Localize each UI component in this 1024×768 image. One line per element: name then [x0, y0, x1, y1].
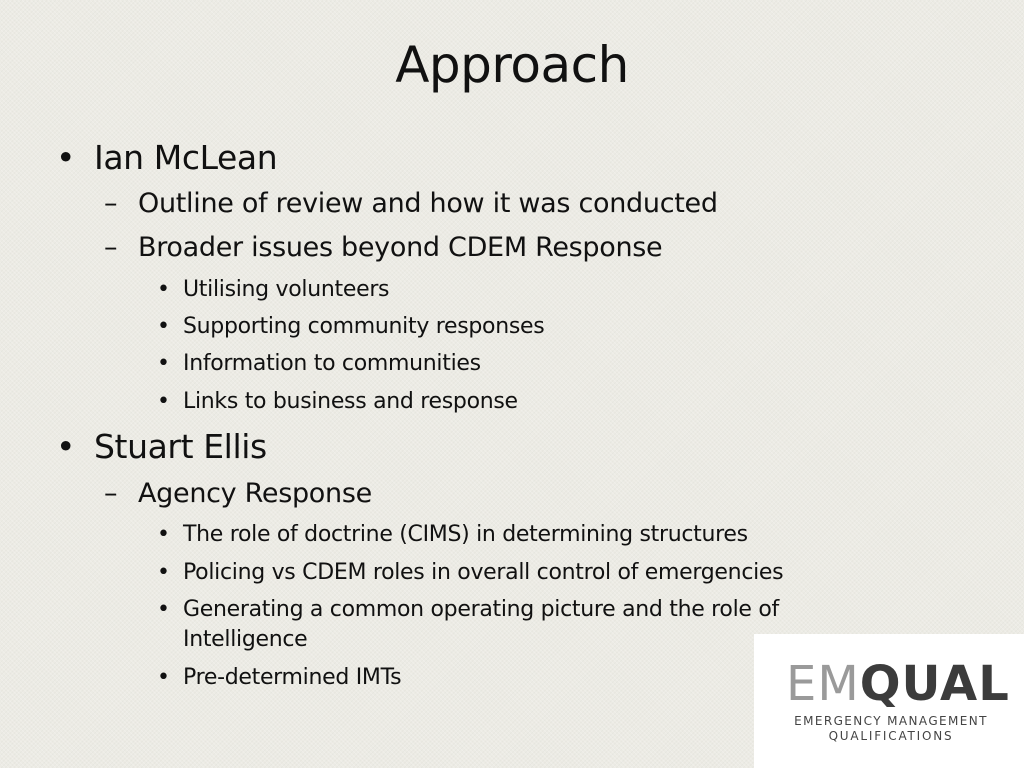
point-item: [157, 520, 748, 550]
subitem-text: Outline of review and how it was conducted: [138, 188, 718, 219]
bullet-marker: •: [157, 389, 170, 414]
point-item: [157, 387, 518, 417]
logo-em-text: EM: [786, 656, 860, 712]
point-text: Supporting community responses: [183, 314, 545, 339]
subitem-text: Broader issues beyond CDEM Response: [138, 232, 663, 263]
point-item: [157, 663, 401, 693]
section-heading: Ian McLean: [94, 138, 278, 177]
section-heading: Stuart Ellis: [94, 427, 267, 466]
subitem-broader-issues: [104, 231, 662, 265]
bullet-marker: •: [157, 277, 170, 302]
point-text: Utilising volunteers: [183, 277, 390, 302]
bullet-marker: •: [157, 597, 170, 622]
dash-marker: –: [104, 188, 118, 219]
point-item: [157, 312, 544, 342]
logo-tagline-line2: QUALIFICATIONS: [828, 729, 954, 743]
point-text: Policing vs CDEM roles in overall control of emergencies: [183, 560, 784, 585]
point-text: Generating a common operating picture and the role of Intelligence: [183, 597, 779, 652]
bullet-marker: •: [157, 314, 170, 339]
logo-qual-text: QUAL: [859, 656, 1010, 712]
point-text: Information to communities: [183, 351, 481, 376]
dash-marker: –: [104, 232, 118, 263]
bullet-marker: •: [157, 522, 170, 547]
point-text: Pre-determined IMTs: [183, 665, 402, 690]
bullet-marker: •: [157, 560, 170, 585]
subitem-text: Agency Response: [138, 478, 372, 509]
section-stuart-ellis: [56, 427, 267, 467]
point-text: The role of doctrine (CIMS) in determining structures: [183, 522, 748, 547]
slide-title: Approach: [395, 36, 629, 94]
point-item: [157, 349, 481, 379]
bullet-marker: •: [56, 427, 76, 466]
bullet-marker: •: [157, 351, 170, 376]
dash-marker: –: [104, 478, 118, 509]
subitem-outline: [104, 187, 718, 221]
bullet-marker: •: [157, 665, 170, 690]
point-text: Links to business and response: [183, 389, 518, 414]
point-item: [157, 558, 783, 588]
section-ian-mclean: [56, 138, 277, 178]
emqual-logo: [754, 634, 1024, 768]
logo-wordmark: [786, 656, 1010, 712]
subitem-agency-response: [104, 477, 372, 511]
logo-tagline-line1: EMERGENCY MANAGEMENT: [794, 714, 988, 728]
bullet-marker: •: [56, 138, 76, 177]
point-item: [157, 275, 389, 305]
